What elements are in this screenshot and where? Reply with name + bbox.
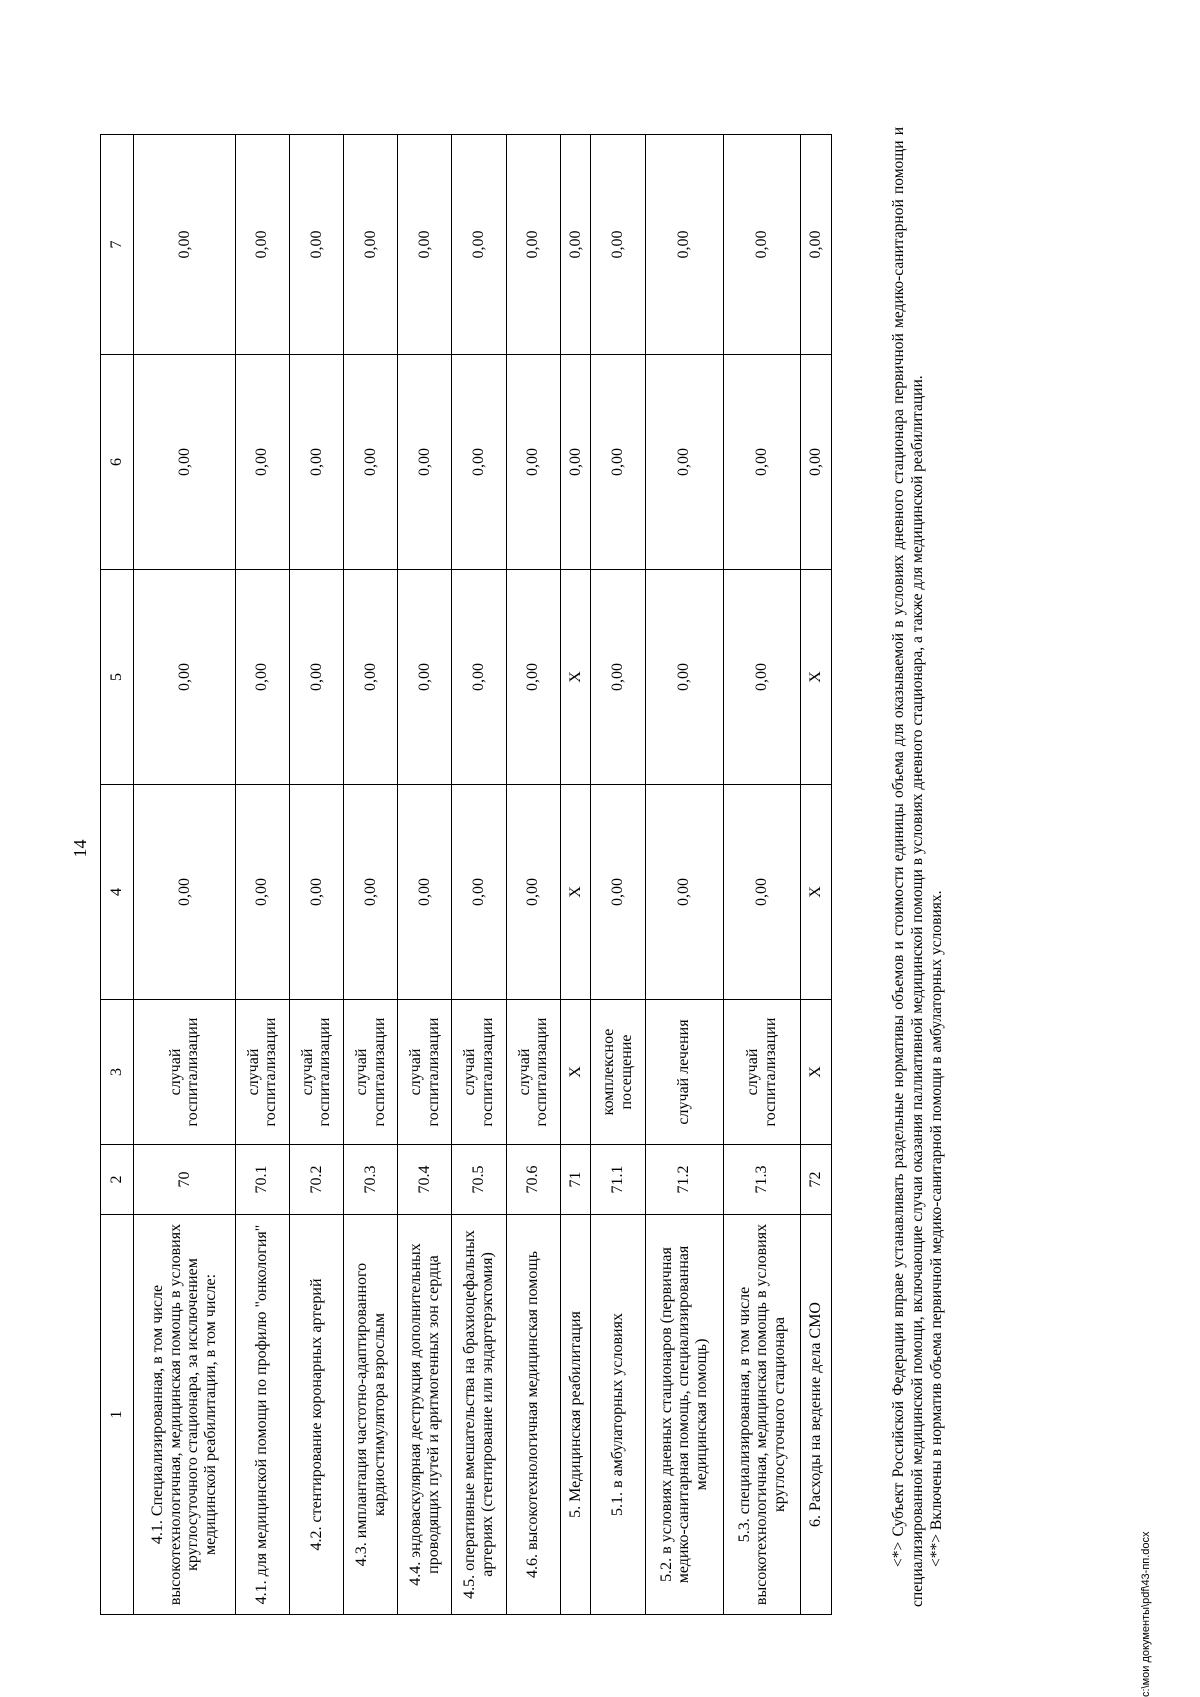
file-path: c:\мои документы\pdf\43-пп.docx	[1140, 1531, 1152, 1697]
header-cell: 3	[101, 1000, 134, 1145]
table-cell: 71.2	[645, 1145, 723, 1215]
table-cell: Х	[560, 785, 590, 1000]
table-cell: 4.2. стентирование коронарных артерий	[289, 1215, 343, 1615]
header-cell: 7	[101, 135, 134, 355]
table-row	[506, 135, 560, 1615]
table-cell: 0,00	[506, 785, 560, 1000]
table-cell: 5. Медицинская реабилитация	[560, 1215, 590, 1615]
header-cell: 2	[101, 1145, 134, 1215]
table-cell: случай госпитализации	[235, 1000, 289, 1145]
table-cell: 0,00	[134, 785, 236, 1000]
table-cell: 5.1. в амбулаторных условиях	[591, 1215, 645, 1615]
table-cell: случай госпитализации	[134, 1000, 236, 1145]
table-cell: 0,00	[591, 570, 645, 785]
table-cell: 4.6. высокотехнологичная медицинская помощь	[506, 1215, 560, 1615]
table-cell: 0,00	[134, 135, 236, 355]
table-row	[645, 135, 723, 1615]
table-cell: 0,00	[560, 355, 590, 570]
table-cell: 0,00	[506, 135, 560, 355]
table-cell: 70.3	[344, 1145, 398, 1215]
table-cell: 0,00	[398, 355, 452, 570]
table-cell: 0,00	[344, 355, 398, 570]
table-cell: 0,00	[289, 135, 343, 355]
table-row	[591, 135, 645, 1615]
table-cell: 0,00	[134, 570, 236, 785]
footnote-2: <**> Включены в норматив объема первичной медико-санитарной помощи в амбулаторных условиях.	[927, 890, 945, 1567]
table-cell: Х	[560, 1000, 590, 1145]
table-cell: случай госпитализации	[289, 1000, 343, 1145]
table-cell: 70.5	[452, 1145, 506, 1215]
table-cell: 0,00	[645, 355, 723, 570]
header-cell: 5	[101, 570, 134, 785]
table-cell: 71	[560, 1145, 590, 1215]
table-cell: 0,00	[723, 135, 801, 355]
table-cell: случай госпитализации	[344, 1000, 398, 1145]
table-cell: 0,00	[235, 355, 289, 570]
table-cell: 0,00	[235, 135, 289, 355]
table-row	[134, 135, 236, 1615]
table-cell: комплексное посещение	[591, 1000, 645, 1145]
table-cell: случай госпитализации	[723, 1000, 801, 1145]
table-cell: 71.1	[591, 1145, 645, 1215]
table-cell: случай лечения	[645, 1000, 723, 1145]
table-cell: 0,00	[289, 785, 343, 1000]
table-cell: 0,00	[289, 355, 343, 570]
table-cell: 4.4. эндоваскулярная деструкция дополнительных проводящих путей и аритмогенных зон сердца	[398, 1215, 452, 1615]
table-row	[235, 135, 289, 1615]
table-cell: случай госпитализации	[398, 1000, 452, 1145]
table-cell: 0,00	[398, 785, 452, 1000]
table-cell: 0,00	[235, 785, 289, 1000]
table-cell: 0,00	[398, 135, 452, 355]
table-cell: 5.2. в условиях дневных стационаров (первичная медико-санитарная помощь, специализированная медицинская помощь)	[645, 1215, 723, 1615]
table-cell: случай госпитализации	[506, 1000, 560, 1145]
page-number: 14	[70, 839, 90, 858]
table-cell: 4.1. для медицинской помощи по профилю "онкология"	[235, 1215, 289, 1615]
table-cell: 72	[801, 1145, 832, 1215]
footnotes	[890, 127, 947, 1607]
table-row	[452, 135, 506, 1615]
table-cell: 70.1	[235, 1145, 289, 1215]
table-cell: 4.5. оперативные вмешательства на брахиоцефальных артериях (стентирование или эндартерэктомия)	[452, 1215, 506, 1615]
table-cell: 0,00	[591, 355, 645, 570]
table-cell: 0,00	[452, 785, 506, 1000]
table-cell: Х	[560, 570, 590, 785]
table-row	[801, 135, 832, 1615]
table-cell: 4.3. имплантация частотно-адаптированного кардиостимулятора взрослым	[344, 1215, 398, 1615]
table-row	[398, 135, 452, 1615]
header-cell: 1	[101, 1215, 134, 1615]
table-cell: 0,00	[645, 785, 723, 1000]
table-row	[289, 135, 343, 1615]
table-cell: 0,00	[591, 785, 645, 1000]
table-cell: 71.3	[723, 1145, 801, 1215]
table-cell: 0,00	[289, 570, 343, 785]
table-cell: 0,00	[452, 570, 506, 785]
table-row	[560, 135, 590, 1615]
table-cell: 0,00	[506, 570, 560, 785]
table-cell: 0,00	[801, 355, 832, 570]
table-cell: 0,00	[645, 135, 723, 355]
table-cell: Х	[801, 1000, 832, 1145]
table-cell: 0,00	[645, 570, 723, 785]
table-cell: 0,00	[723, 785, 801, 1000]
table-cell: 0,00	[723, 355, 801, 570]
table-cell: 0,00	[723, 570, 801, 785]
header-cell: 6	[101, 355, 134, 570]
table-cell: 0,00	[452, 135, 506, 355]
table-cell: 0,00	[506, 355, 560, 570]
table-cell: 0,00	[134, 355, 236, 570]
table-cell: 6. Расходы на ведение дела СМО	[801, 1215, 832, 1615]
table-cell: 5.3. специализированная, в том числе высокотехнологичная, медицинская помощь в условиях круглосуточного стационара	[723, 1215, 801, 1615]
table-row	[344, 135, 398, 1615]
table-cell: 70.2	[289, 1145, 343, 1215]
table-cell: случай госпитализации	[452, 1000, 506, 1145]
header-cell: 4	[101, 785, 134, 1000]
table-cell: 70.6	[506, 1145, 560, 1215]
table-cell: 70	[134, 1145, 236, 1215]
table-cell: 0,00	[344, 785, 398, 1000]
table-cell: 0,00	[398, 570, 452, 785]
table-cell: 0,00	[560, 135, 590, 355]
table-header-row	[101, 135, 134, 1615]
table-row	[723, 135, 801, 1615]
table-cell: Х	[801, 785, 832, 1000]
table-cell: 4.1. Специализированная, в том числе высокотехнологичная, медицинская помощь в условиях круглосуточного стационара, за исключением медицинской реабилитации, в том числе:	[134, 1215, 236, 1615]
table-cell: 0,00	[452, 355, 506, 570]
table-cell: 70.4	[398, 1145, 452, 1215]
table-cell: 0,00	[235, 570, 289, 785]
table-cell: 0,00	[591, 135, 645, 355]
footnote-1: <*> Субъект Российской Федерации вправе устанавливать раздельные нормативы объемов и стоимости единицы объема для оказываемой в условиях дневного стационара первичной медико-санитарной помощи и специализированной медицинской помощи, включающие случаи оказания паллиативной медицинской помощи в условиях дневного стационара, а также для медицинской реабилитации.	[890, 127, 926, 1607]
table-cell: 0,00	[801, 135, 832, 355]
table-cell: 0,00	[344, 570, 398, 785]
table-cell: 0,00	[344, 135, 398, 355]
table-cell: Х	[801, 570, 832, 785]
norms-table	[100, 134, 832, 1615]
